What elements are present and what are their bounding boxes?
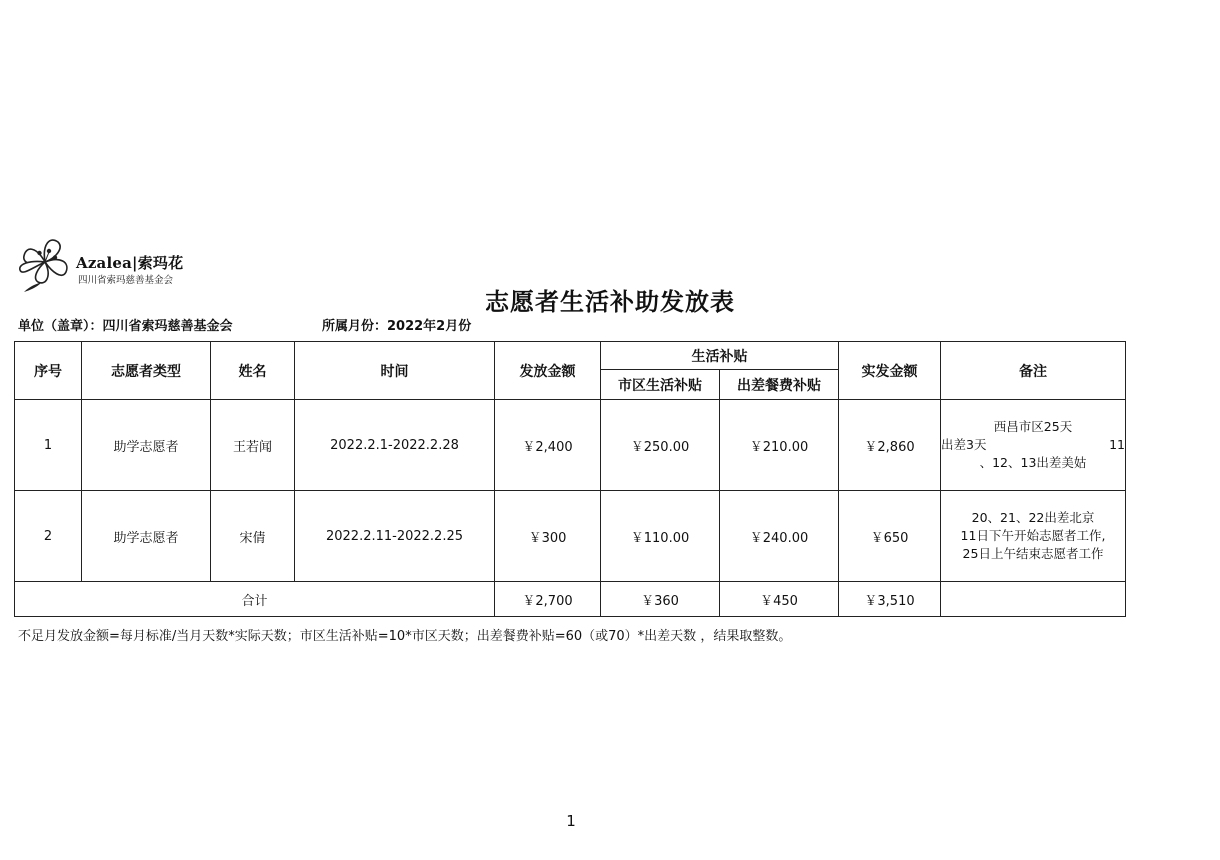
cell-period: 2022.2.1-2022.2.28 [295,400,495,491]
header-index: 序号 [15,342,82,400]
page-title: 志愿者生活补助发放表 [485,288,735,316]
cell-actual: ￥2,860 [839,400,941,491]
month-label: 所属月份：2022年2月份 [322,319,472,334]
allowance-table [14,341,1126,617]
cell-index: 2 [15,491,82,582]
cell-name: 王若闻 [211,400,295,491]
remark-line: 11日下午开始志愿者工作, [960,528,1106,543]
total-row [15,582,1126,617]
cell-travel-meal: ￥210.00 [720,400,839,491]
total-payout: ￥2,700 [495,582,601,617]
remark-line [941,436,1125,454]
total-city-allowance: ￥360 [601,582,720,617]
cell-city-allowance: ￥110.00 [601,491,720,582]
remark-line: 西昌市区25天 [993,419,1073,434]
total-label: 合计 [15,582,495,617]
remark-text: 出差3天 [941,437,987,452]
header-travel-meal: 出差餐费补贴 [720,370,839,400]
cell-payout: ￥300 [495,491,601,582]
cell-remarks [941,491,1126,582]
cell-actual: ￥650 [839,491,941,582]
header-type: 志愿者类型 [82,342,211,400]
header-name: 姓名 [211,342,295,400]
unit-label: 单位（盖章）：四川省索玛慈善基金会 [18,319,233,334]
header-payout: 发放金额 [495,342,601,400]
remark-line: 、12、13出差美姑 [979,455,1087,470]
cell-payout: ￥2,400 [495,400,601,491]
total-remarks [941,582,1126,617]
header-remarks: 备注 [941,342,1126,400]
logo-name: Azalea|索玛花 [76,254,184,272]
page-number: 1 [566,812,576,830]
table-row [15,400,1126,491]
header-actual: 实发金额 [839,342,941,400]
table-row [15,491,1126,582]
cell-period: 2022.2.11-2022.2.25 [295,491,495,582]
cell-travel-meal: ￥240.00 [720,491,839,582]
logo-subtitle: 四川省索玛慈善基金会 [78,275,174,286]
remark-line: 25日上午结束志愿者工作 [962,546,1104,561]
cell-remarks [941,400,1126,491]
total-travel-meal: ￥450 [720,582,839,617]
cell-type: 助学志愿者 [82,400,211,491]
remark-line: 20、21、22出差北京 [971,510,1095,525]
cell-index: 1 [15,400,82,491]
cell-city-allowance: ￥250.00 [601,400,720,491]
calculation-footnote: 不足月发放金额=每月标准/当月天数*实际天数；市区生活补贴=10*市区天数；出差餐费补贴=60（或70）*出差天数 ，结果取整数。 [18,629,792,644]
header-city-allowance: 市区生活补贴 [601,370,720,400]
total-actual: ￥3,510 [839,582,941,617]
header-row [15,342,1126,370]
cell-type: 助学志愿者 [82,491,211,582]
header-period: 时间 [295,342,495,400]
cell-name: 宋倩 [211,491,295,582]
remark-text: 11 [1109,437,1125,452]
header-living-allowance: 生活补贴 [601,342,839,370]
